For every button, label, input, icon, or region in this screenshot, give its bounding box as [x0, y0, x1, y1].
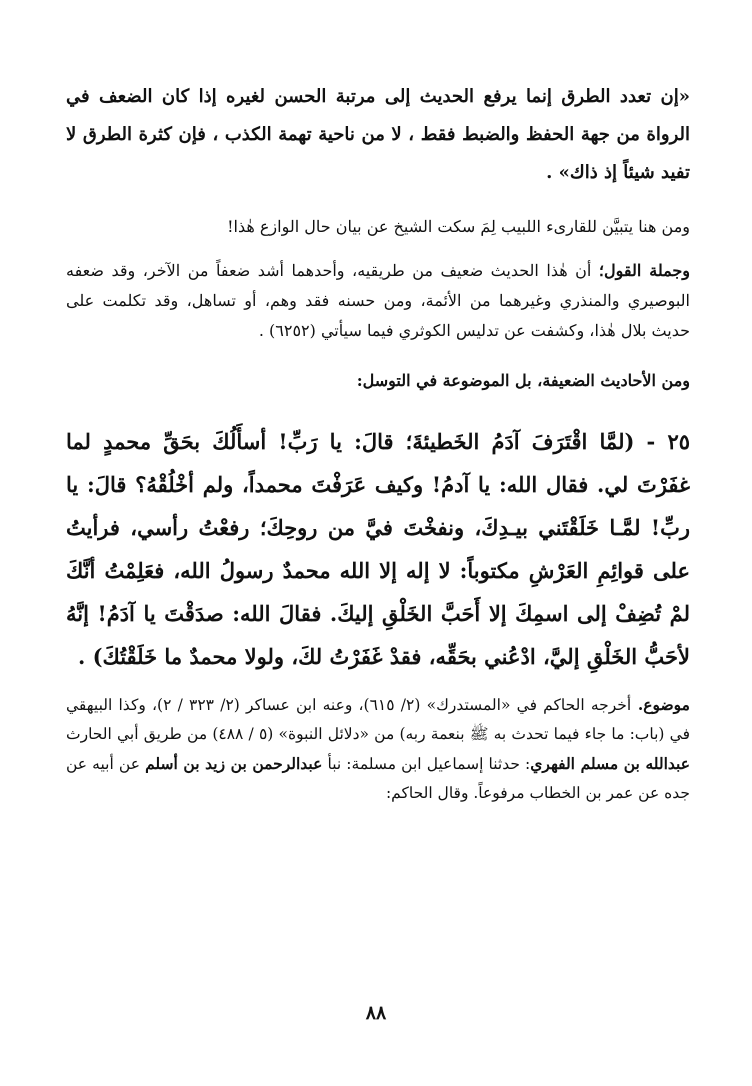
- takhrij-paragraph: [66, 690, 690, 808]
- quote-paragraph: «إن تعدد الطرق إنما يرفع الحديث إلى مرتبة الحسن لغيره إذا كان الضعف في الرواة من جهة الحفظ والضبط فقط ، لا من ناحية تهمة الكذب ، فإن كثرة الطرق لا تفيد شيئاً إذ ذاك» .: [66, 86, 690, 183]
- page-number: ٨٨: [365, 1002, 387, 1024]
- paragraph-explanation: ومن هنا يتبيَّن للقارىء اللبيب لِمَ سكت الشيخ عن بيان حال الوازع هٰذا!: [227, 217, 690, 236]
- conclusion-lead: وجملة القول؛: [598, 261, 690, 280]
- takhrij-text-1: أخرجه الحاكم في «المستدرك» (٢/ ٦١٥)، وعنه ابن عساكر (٢/ ٣٢٣ / ٢)، وكذا البيهقي في (باب: ما جاء فيما تحدث به ﷺ بنعمة ربه) من «دلائل النبوة» (٥ / ٤٨٨) من طريق أبي الحارث: [66, 696, 690, 743]
- hadith-text: ٢٥ - (لمَّا اقْتَرَفَ آدَمُ الخَطيئةَ؛ قالَ: يا رَبِّ! أسأَلُكَ بحَقِّ محمدٍ لما غفَرْتَ لي. فقال الله: يا آدمُ! وكيف عَرَفْتَ محمداً، ولم أخْلُقْهُ؟ قالَ: يا ربِّ! لمَّـا خَلَقْتَني بيـدِكَ، ونفخْتَ فيَّ من روحِكَ؛ رفعْتُ رأسي، فرأيتُ على قوائِمِ العَرْشِ مكتوباً: لا إله إلا الله محمدٌ رسولُ الله، فعَلِمْتُ أنَّكَ لمْ تُضِفْ إلى اسمِكَ إلا أَحَبَّ الخَلْقِ إليكَ. فقالَ الله: صدَقْتَ يا آدَمُ! إنَّهُ لأحَبُّ الخَلْقِ إليَّ، ادْعُني بحَقِّه، فقدْ غَفَرْتُ لكَ، ولولا محمدٌ ما خَلَقْتُكَ) .: [66, 429, 690, 669]
- narrator-name-1: عبدالله بن مسلم الفهري: [530, 754, 690, 773]
- takhrij-text-3: عن أبيه عن جده عن عمر بن الخطاب مرفوعاً. وقال الحاكم:: [66, 755, 690, 802]
- conclusion-text: أن هٰذا الحديث ضعيف من طريقيه، وأحدهما أشد ضعفاً من الآخر، وقد ضعفه البوصيري والمنذري وغيرهما من الأئمة، ومن حسنه فقد وهم، أو تساهل، وقد تكلمت على حديث بلال هٰذا، وكشفت عن تدليس الكوثري فيما سيأتي (٦٢٥٢) .: [66, 261, 690, 340]
- narrator-name-2: عبدالرحمن بن زيد بن أسلم: [145, 754, 323, 773]
- page-body: [66, 78, 690, 808]
- paragraph-conclusion: [66, 256, 690, 346]
- takhrij-text-2: : حدثنا إسماعيل ابن مسلمة: نبأ: [322, 755, 531, 773]
- grading-label: موضوع.: [631, 695, 690, 714]
- section-intro: ومن الأحاديث الضعيفة، بل الموضوعة في التوسل:: [356, 371, 690, 390]
